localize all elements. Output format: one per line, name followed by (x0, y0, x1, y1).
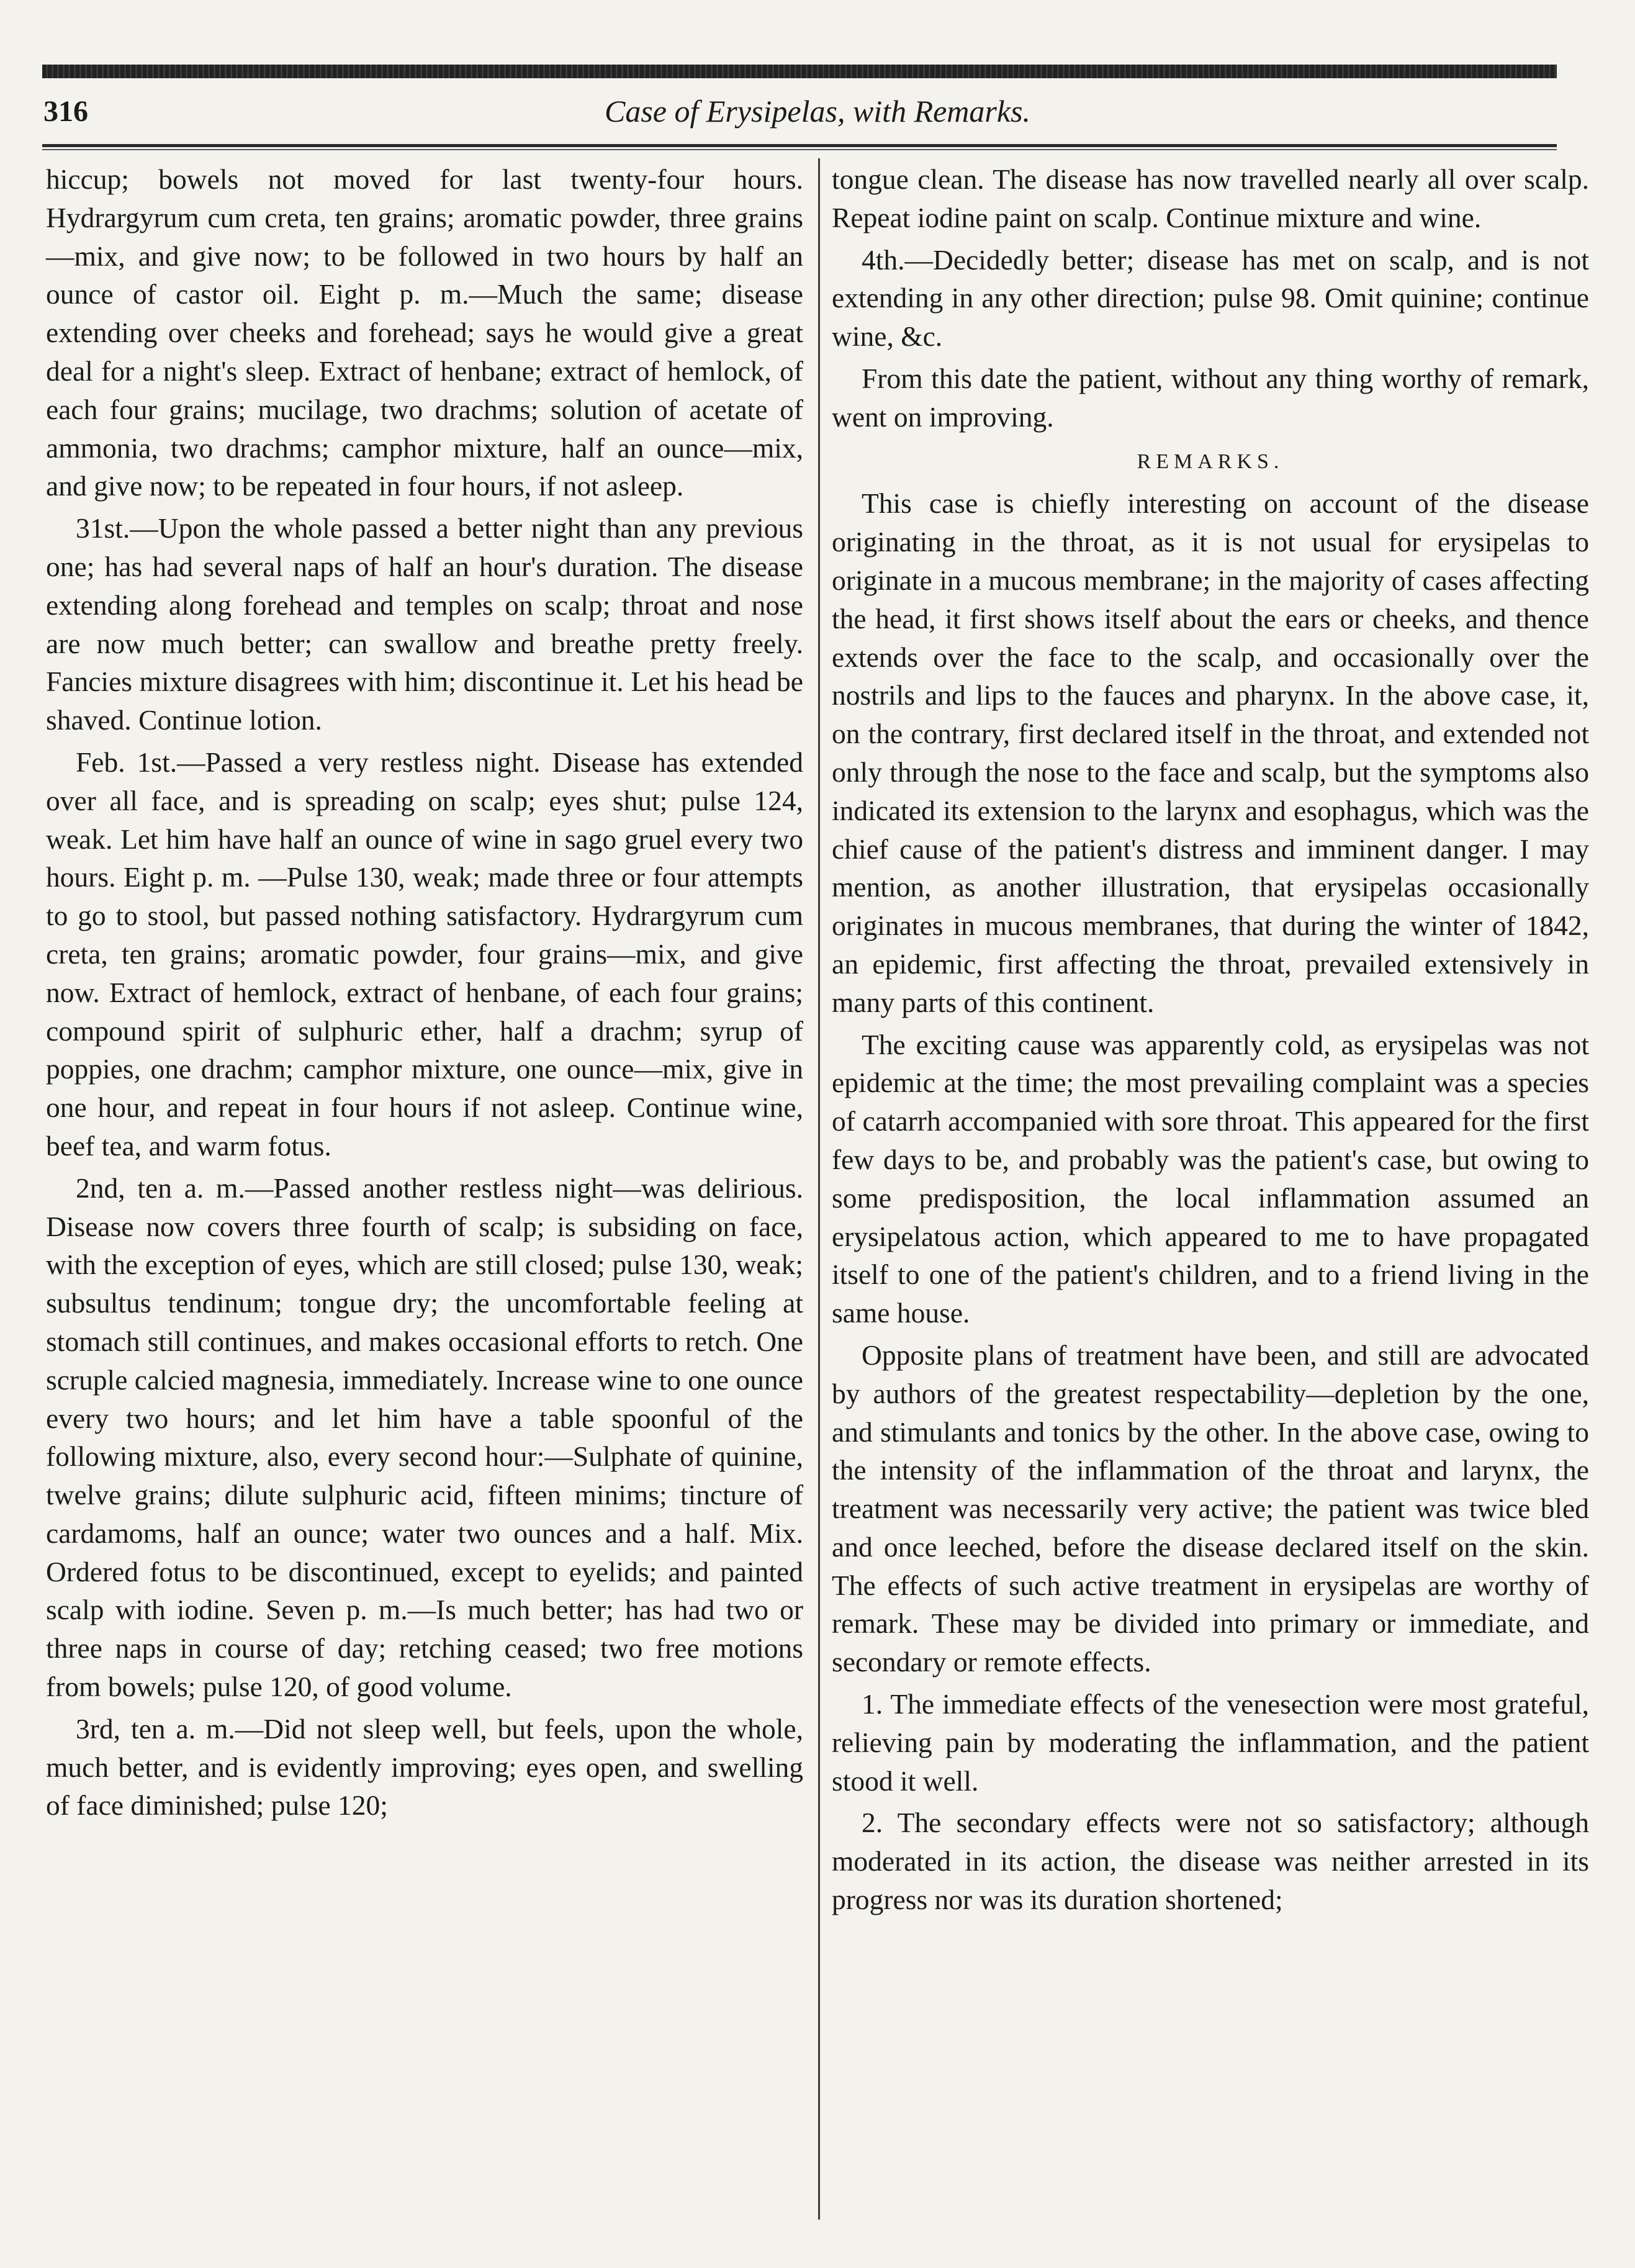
paragraph: 3rd, ten a. m.—Did not sleep well, but feels, upon the whole, much better, and is evidently improving; eyes open, and swelling of face diminished; pulse 120; (46, 1712, 803, 1822)
header-rule-thin (42, 149, 1557, 150)
column-divider (818, 158, 820, 2220)
top-border-rule (42, 65, 1557, 78)
paragraph: 1. The immediate effects of the venesection were most grateful, relieving pain by moderating the inflammation, and the patient stood it well. (832, 1688, 1589, 1797)
paragraph: tongue clean. The disease has now travelled nearly all over scalp. Repeat iodine paint on scalp. Continue mixture and wine. (832, 163, 1589, 233)
header-rule (42, 144, 1557, 147)
paragraph: 4th.—Decidedly better; disease has met on scalp, and is not extending in any other direction; pulse 98. Omit quinine; continue wine, &c. (832, 243, 1589, 353)
paragraph: 31st.—Upon the whole passed a better night than any previous one; has had several naps of half an hour's duration. The disease extending along forehead and temples on scalp; throat and nose are now much better; can swallow and breathe pretty freely. Fancies mixture disagrees with him; discontinue it. Let his head be shaved. Continue lotion. (46, 512, 803, 736)
paragraph: This case is chiefly interesting on account of the disease originating in the throat, as it is not usual for erysipelas to originate in a mucous membrane; in the majority of cases affecting the head, it first shows itself about the ears or cheeks, and thence extends over the face to the scalp, and occasionally over the nostrils and lips to the fauces and pharynx. In the above case, it, on the contrary, first declared itself in the throat, and extended not only through the nose to the face and scalp, but the symptoms also indicated its extension to the larynx and esophagus, which was the chief cause of the patient's distress and imminent danger. I may mention, as another illustration, that erysipelas occasionally originates in mucous membranes, that during the winter of 1842, an epidemic, first affecting the throat, prevailed extensively in many parts of this continent. (832, 487, 1589, 1018)
paragraph: Feb. 1st.—Passed a very restless night. Disease has extended over all face, and is spreading on scalp; eyes shut; pulse 124, weak. Let him have half an ounce of wine in sago gruel every two hours. Eight p. m. —Pulse 130, weak; made three or four attempts to go to stool, but passed nothing satisfactory. Hydrargyrum cum creta, ten grains; aromatic powder, four grains—mix, and give now. Extract of hemlock, extract of henbane, of each four grains; compound spirit of sulphuric ether, half a drachm; syrup of poppies, one drachm; camphor mixture, one ounce—mix, give in one hour, and repeat in four hours if not asleep. Continue wine, beef tea, and warm fotus. (46, 746, 803, 1162)
paragraph: 2nd, ten a. m.—Passed another restless night—was delirious. Disease now covers three fourth of scalp; is subsiding on face, with the exception of eyes, which are still closed; pulse 130, weak; subsultus tendinum; tongue dry; the uncomfortable feeling at stomach still continues, and makes occasional efforts to retch. One scruple calcied magnesia, immediately. Increase wine to one ounce every two hours; and let him have a table spoonful of the following mixture, also, every second hour:—Sulphate of quinine, twelve grains; dilute sulphuric acid, fifteen minims; tincture of cardamoms, half an ounce; water two ounces and a half. Mix. Ordered fotus to be discontinued, except to eyelids; and painted scalp with iodine. Seven p. m.—Is much better; has had two or three naps in course of day; retching ceased; two free motions from bowels; pulse 120, of good volume. (46, 1172, 803, 1703)
page-number: 316 (43, 95, 88, 128)
paragraph: hiccup; bowels not moved for last twenty-four hours. Hydrargyrum cum creta, ten grains; aromatic powder, three grains—mix, and give now; to be followed in two hours by half an ounce of castor oil. Eight p. m.—Much the same; disease extending over cheeks and forehead; says he would give a great deal for a night's sleep. Extract of henbane; extract of hemlock, of each four grains; mucilage, two drachms; solution of acetate of ammonia, two drachms; camphor mixture, half an ounce—mix, and give now; to be repeated in four hours, if not asleep. (46, 163, 803, 502)
paragraph: 2. The secondary effects were not so satisfactory; although moderated in its action, the disease was neither arrested in its progress nor was its duration shortened; (832, 1807, 1589, 1916)
paragraph: Opposite plans of treatment have been, and still are advocated by authors of the greatest respectability—depletion by the one, and stimulants and tonics by the other. In the above case, owing to the intensity of the inflammation of the throat and larynx, the treatment was necessarily very active; the patient was twice bled and once leeched, before the disease declared itself on the skin. The effects of such active treatment in erysipelas are worthy of remark. These may be divided into primary or immediate, and secondary or remote effects. (832, 1339, 1589, 1678)
left-column (46, 160, 803, 1825)
paragraph: The exciting cause was apparently cold, as erysipelas was not epidemic at the time; the most prevailing complaint was a species of catarrh accompanied with sore throat. This appeared for the first few days to be, and probably was the patient's case, but owing to some predisposition, the local inflammation assumed an erysipelatous action, which appeared to me to have propagated itself to one of the patient's children, and to a friend living in the same house. (832, 1028, 1589, 1329)
paragraph: From this date the patient, without any thing worthy of remark, went on improving. (832, 362, 1589, 433)
right-column (832, 160, 1589, 1919)
running-title: Case of Erysipelas, with Remarks. (604, 94, 1031, 129)
remarks-heading: REMARKS. (1137, 450, 1284, 473)
